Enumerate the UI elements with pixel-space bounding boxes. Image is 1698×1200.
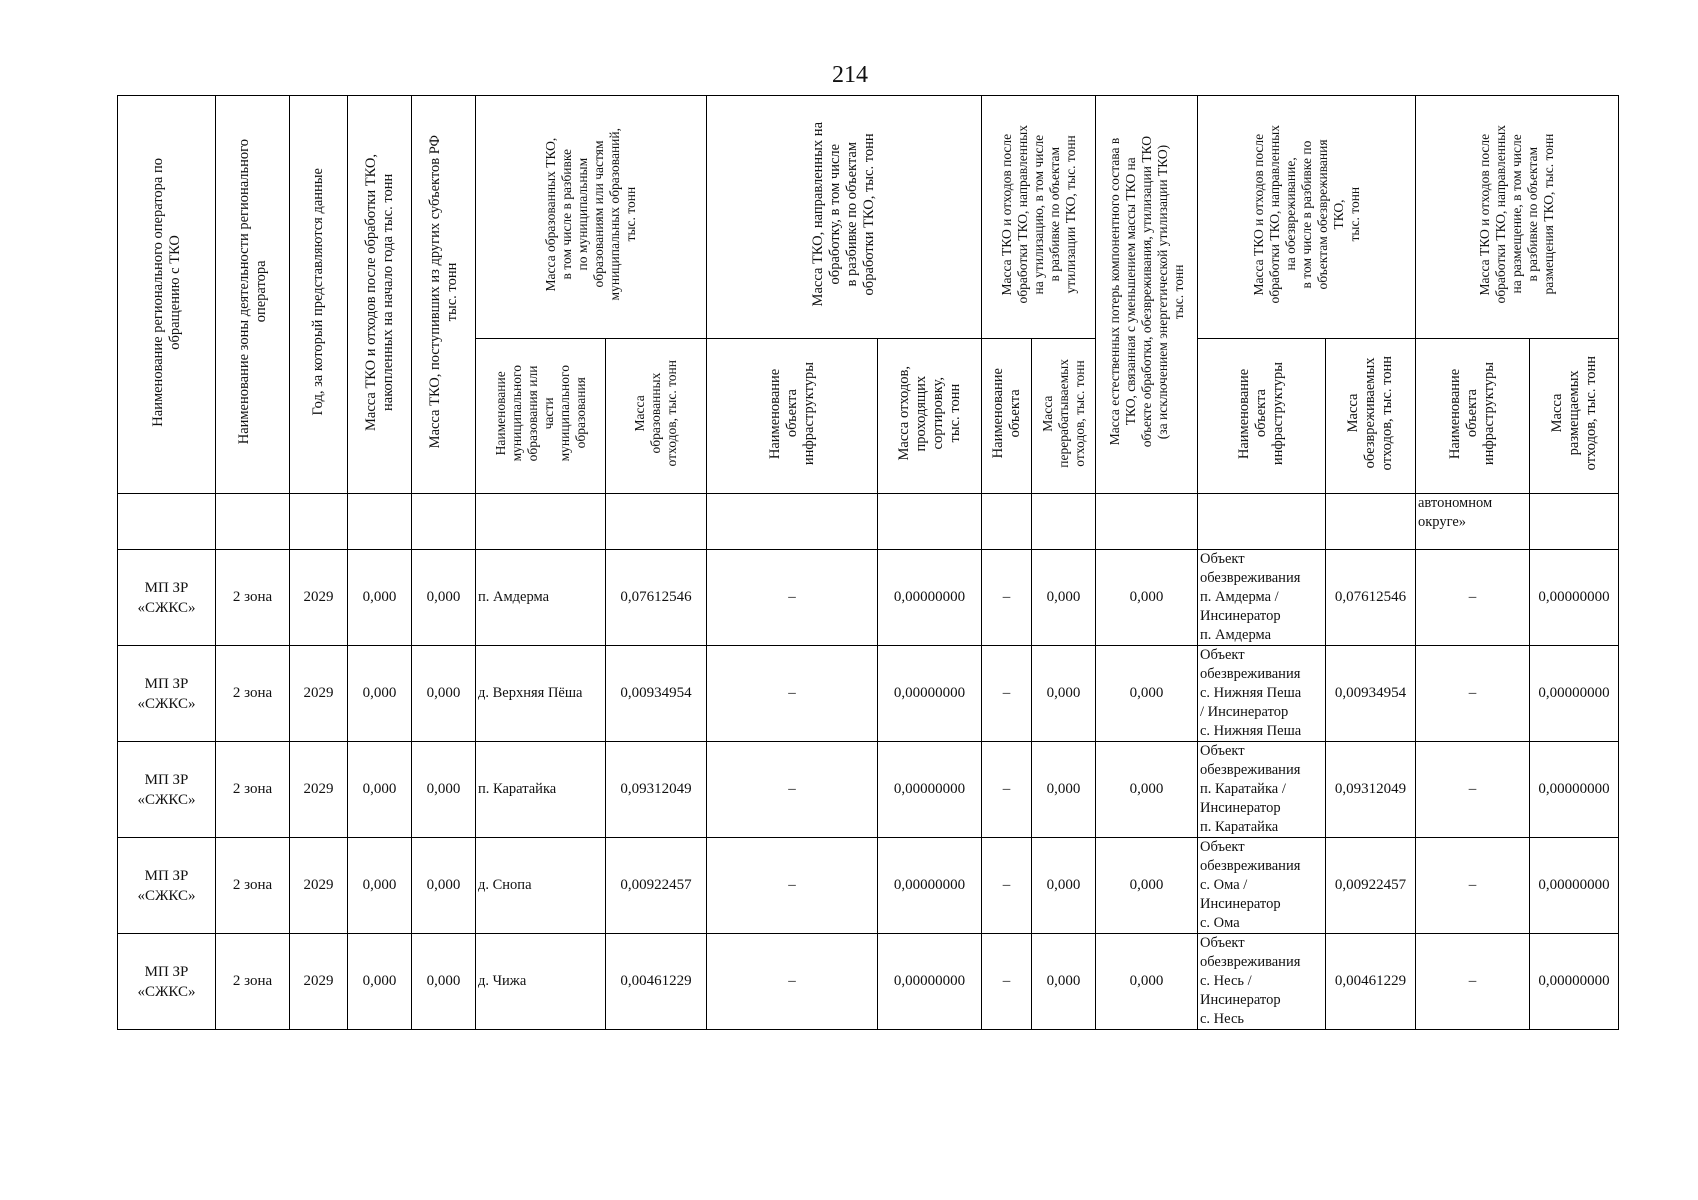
placement-mass-cell <box>1530 742 1619 838</box>
municipality-cell-text: д. Верхняя Пёша <box>478 685 583 701</box>
natural-losses-cell <box>1096 838 1198 934</box>
zone-cell <box>216 934 290 1030</box>
header-natural-losses: Масса естественных потерь компонентного состава в ТКО, связанная с уменьшением массы ТКО на объекте обработки, обезвреживания, утилизации ТКО (за исключением энергетической утилизации ТКО) тыс. тонн <box>1096 96 1198 494</box>
processing-mass-cell <box>878 646 982 742</box>
utilization-mass-cell-text: 0,000 <box>1046 877 1081 893</box>
processing-object-cell-text: – <box>788 973 796 989</box>
placement-object-cell <box>1416 550 1530 646</box>
utilization-mass-cell <box>1032 646 1096 742</box>
municipality-cell <box>476 934 606 1030</box>
placement-mass-cell-text: 0,00000000 <box>1538 781 1610 797</box>
accumulated-mass-cell <box>348 646 412 742</box>
neutralization-object-cell <box>1198 646 1326 742</box>
placement-object-cell-text: – <box>1468 877 1477 893</box>
operator-cell <box>118 550 216 646</box>
neutralization-mass-cell-text: 0,00934954 <box>1334 685 1407 701</box>
placement-object-cell <box>1416 646 1530 742</box>
subheader-neutralization-object: Наименование объекта инфраструктуры <box>1198 339 1326 494</box>
natural-losses-cell-text: 0,000 <box>1129 781 1164 797</box>
municipality-cell <box>476 742 606 838</box>
operator-cell-text: МП ЗР «СЖКС» <box>137 963 196 1000</box>
zone-cell <box>216 742 290 838</box>
operator-cell-text: МП ЗР «СЖКС» <box>137 579 196 616</box>
utilization-object-cell <box>982 934 1032 1030</box>
municipality-cell <box>476 550 606 646</box>
year-cell-text: 2029 <box>303 781 334 797</box>
natural-losses-cell-text: 0,000 <box>1129 685 1164 701</box>
utilization-mass-cell <box>1032 934 1096 1030</box>
processing-mass-cell-text: 0,00000000 <box>893 781 966 797</box>
neutralization-mass-cell <box>1326 934 1416 1030</box>
formed-mass-cell-text: 0,07612546 <box>620 589 692 605</box>
accumulated-mass-cell-text: 0,000 <box>362 877 397 893</box>
placement-object-cell-text: – <box>1468 685 1477 701</box>
neutralization-mass-cell-text: 0,00922457 <box>1334 877 1407 893</box>
subheader-formed-mass: Масса образованных отходов, тыс. тонн <box>606 339 707 494</box>
processing-object-cell-text: – <box>788 877 796 893</box>
processing-object-cell <box>707 934 878 1030</box>
header-formed-group: Масса образованных ТКО, в том числе в разбивке по муниципальным образованиям или частям муниципальных образований, тыс. тонн <box>476 96 707 339</box>
neutralization-object-cell-text: Объект обезвреживания п. Каратайка / Инсинератор п. Каратайка <box>1200 743 1301 835</box>
zone-cell-text: 2 зона <box>232 685 273 701</box>
received-mass-cell <box>412 742 476 838</box>
accumulated-mass-cell-text: 0,000 <box>362 685 397 701</box>
neutralization-object-cell-text: Объект обезвреживания с. Несь / Инсинератор с. Несь <box>1200 935 1301 1027</box>
utilization-object-cell-text: – <box>1002 877 1011 893</box>
year-cell <box>290 838 348 934</box>
received-mass-cell-text: 0,000 <box>426 685 461 701</box>
placement-object-cell-text: – <box>1468 781 1477 797</box>
utilization-object-cell <box>982 646 1032 742</box>
neutralization-mass-cell-text: 0,07612546 <box>1334 589 1407 605</box>
report-table <box>117 95 1619 1030</box>
utilization-mass-cell <box>1032 550 1096 646</box>
subheader-placement-mass: Масса размещаемых отходов, тыс. тонн <box>1530 339 1619 494</box>
utilization-object-cell <box>982 550 1032 646</box>
formed-mass-cell <box>606 646 707 742</box>
header-mass-accumulated: Масса ТКО и отходов после обработки ТКО, накопленных на начало года тыс. тонн <box>348 96 412 494</box>
neutralization-mass-cell-text: 0,00461229 <box>1334 973 1407 989</box>
accumulated-mass-cell-text: 0,000 <box>362 781 397 797</box>
table-row <box>118 550 1619 646</box>
received-mass-cell-text: 0,000 <box>426 973 461 989</box>
municipality-cell-text: п. Каратайка <box>478 781 557 797</box>
year-cell-text: 2029 <box>303 877 334 893</box>
utilization-object-cell-text: – <box>1002 781 1011 797</box>
carryover-row <box>118 494 1619 550</box>
processing-mass-cell-text: 0,00000000 <box>893 877 966 893</box>
formed-mass-cell-text: 0,09312049 <box>620 781 692 797</box>
utilization-mass-cell <box>1032 838 1096 934</box>
processing-mass-cell <box>878 550 982 646</box>
placement-mass-cell <box>1530 646 1619 742</box>
neutralization-mass-cell <box>1326 838 1416 934</box>
received-mass-cell <box>412 550 476 646</box>
table-row <box>118 646 1619 742</box>
natural-losses-cell <box>1096 646 1198 742</box>
processing-mass-cell-text: 0,00000000 <box>893 973 966 989</box>
header-utilization-group: Масса ТКО и отходов после обработки ТКО, направленных на утилизацию, в том числе в разбивке по объектам утилизации ТКО, тыс. тонн <box>982 96 1096 339</box>
processing-mass-cell-text: 0,00000000 <box>893 589 966 605</box>
header-neutralization-group: Масса ТКО и отходов после обработки ТКО, направленных на обезвреживание, в том числе в разбивке по объектам обезвреживания ТКО, тыс. тонн <box>1198 96 1416 339</box>
neutralization-object-cell-text: Объект обезвреживания с. Ома / Инсинератор с. Ома <box>1200 839 1301 931</box>
header-processing-group: Масса ТКО, направленных на обработку, в том числе в разбивке по объектам обработки ТКО, тыс. тонн <box>707 96 982 339</box>
natural-losses-cell-text: 0,000 <box>1129 973 1164 989</box>
utilization-object-cell-text: – <box>1002 685 1011 701</box>
formed-mass-cell <box>606 742 707 838</box>
accumulated-mass-cell <box>348 550 412 646</box>
placement-object-cell-text: – <box>1468 589 1477 605</box>
zone-cell <box>216 550 290 646</box>
processing-object-cell <box>707 550 878 646</box>
header-operator: Наименование регионального оператора по обращению с ТКО <box>118 96 216 494</box>
received-mass-cell <box>412 646 476 742</box>
neutralization-object-cell-text: Объект обезвреживания п. Амдерма / Инсинератор п. Амдерма <box>1200 551 1301 643</box>
year-cell <box>290 646 348 742</box>
accumulated-mass-cell <box>348 934 412 1030</box>
neutralization-object-cell <box>1198 838 1326 934</box>
placement-mass-cell <box>1530 838 1619 934</box>
table-body <box>118 550 1619 1030</box>
neutralization-mass-cell <box>1326 742 1416 838</box>
subheader-utilization-mass: Масса перерабатываемых отходов, тыс. тонн <box>1032 339 1096 494</box>
zone-cell-text: 2 зона <box>232 877 273 893</box>
operator-cell <box>118 646 216 742</box>
municipality-cell <box>476 646 606 742</box>
natural-losses-cell <box>1096 742 1198 838</box>
subheader-municipality: Наименование муниципального образования или части муниципального образования <box>476 339 606 494</box>
zone-cell-text: 2 зона <box>232 781 273 797</box>
natural-losses-cell-text: 0,000 <box>1129 877 1164 893</box>
placement-mass-cell-text: 0,00000000 <box>1538 685 1610 701</box>
utilization-object-cell-text: – <box>1002 589 1011 605</box>
year-cell <box>290 934 348 1030</box>
processing-mass-cell <box>878 934 982 1030</box>
operator-cell <box>118 742 216 838</box>
zone-cell-text: 2 зона <box>232 973 273 989</box>
neutralization-object-cell <box>1198 550 1326 646</box>
utilization-object-cell <box>982 838 1032 934</box>
operator-cell <box>118 838 216 934</box>
table-row <box>118 838 1619 934</box>
zone-cell-text: 2 зона <box>232 589 273 605</box>
operator-cell <box>118 934 216 1030</box>
header-mass-received: Масса ТКО, поступивших из других субъектов РФ тыс. тонн <box>412 96 476 494</box>
placement-mass-cell-text: 0,00000000 <box>1538 589 1610 605</box>
header-zone: Наименование зоны деятельности регионального оператора <box>216 96 290 494</box>
header-year: Год, за который представляются данные <box>290 96 348 494</box>
formed-mass-cell <box>606 838 707 934</box>
formed-mass-cell-text: 0,00461229 <box>620 973 692 989</box>
received-mass-cell <box>412 934 476 1030</box>
accumulated-mass-cell <box>348 742 412 838</box>
processing-object-cell-text: – <box>788 685 796 701</box>
received-mass-cell-text: 0,000 <box>426 781 461 797</box>
formed-mass-cell <box>606 550 707 646</box>
utilization-mass-cell-text: 0,000 <box>1046 973 1081 989</box>
processing-object-cell <box>707 646 878 742</box>
subheader-utilization-object: Наименование объекта <box>982 339 1032 494</box>
year-cell-text: 2029 <box>303 973 334 989</box>
processing-mass-cell-text: 0,00000000 <box>893 685 966 701</box>
processing-mass-cell <box>878 838 982 934</box>
neutralization-mass-cell-text: 0,09312049 <box>1334 781 1407 797</box>
placement-mass-cell-text: 0,00000000 <box>1538 877 1610 893</box>
neutralization-object-cell <box>1198 934 1326 1030</box>
natural-losses-cell <box>1096 934 1198 1030</box>
operator-cell-text: МП ЗР «СЖКС» <box>137 675 196 712</box>
received-mass-cell-text: 0,000 <box>426 877 461 893</box>
formed-mass-cell <box>606 934 707 1030</box>
municipality-cell-text: п. Амдерма <box>478 589 550 605</box>
natural-losses-cell <box>1096 550 1198 646</box>
neutralization-mass-cell <box>1326 550 1416 646</box>
table-row <box>118 742 1619 838</box>
accumulated-mass-cell-text: 0,000 <box>362 973 397 989</box>
processing-object-cell <box>707 838 878 934</box>
utilization-object-cell <box>982 742 1032 838</box>
utilization-mass-cell <box>1032 742 1096 838</box>
neutralization-object-cell <box>1198 742 1326 838</box>
neutralization-mass-cell <box>1326 646 1416 742</box>
municipality-cell-text: д. Чижа <box>478 973 527 989</box>
placement-mass-cell-text: 0,00000000 <box>1538 973 1610 989</box>
placement-object-cell-text: – <box>1468 973 1477 989</box>
municipality-cell <box>476 838 606 934</box>
subheader-processing-object: Наименование объекта инфраструктуры <box>707 339 878 494</box>
utilization-mass-cell-text: 0,000 <box>1046 781 1081 797</box>
accumulated-mass-cell <box>348 838 412 934</box>
placement-object-cell <box>1416 742 1530 838</box>
operator-cell-text: МП ЗР «СЖКС» <box>137 771 196 808</box>
operator-cell-text: МП ЗР «СЖКС» <box>137 867 196 904</box>
received-mass-cell <box>412 838 476 934</box>
received-mass-cell-text: 0,000 <box>426 589 461 605</box>
utilization-mass-cell-text: 0,000 <box>1046 685 1081 701</box>
processing-object-cell-text: – <box>788 589 796 605</box>
subheader-neutralization-mass: Масса обезвреживаемых отходов, тыс. тонн <box>1326 339 1416 494</box>
placement-mass-cell <box>1530 934 1619 1030</box>
processing-object-cell-text: – <box>788 781 796 797</box>
neutralization-object-cell-text: Объект обезвреживания с. Нижняя Пеша / Инсинератор с. Нижняя Пеша <box>1200 647 1302 739</box>
year-cell <box>290 550 348 646</box>
page-number: 214 <box>832 62 868 88</box>
header-placement-group: Масса ТКО и отходов после обработки ТКО, направленных на размещение, в том числе в разбивке по объектам размещения ТКО, тыс. тонн <box>1416 96 1619 339</box>
processing-mass-cell <box>878 742 982 838</box>
placement-mass-cell <box>1530 550 1619 646</box>
zone-cell <box>216 838 290 934</box>
placement-object-cell <box>1416 838 1530 934</box>
municipality-cell-text: д. Снопа <box>478 877 532 893</box>
formed-mass-cell-text: 0,00934954 <box>620 685 692 701</box>
natural-losses-cell-text: 0,000 <box>1129 589 1164 605</box>
subheader-processing-mass: Масса отходов, проходящих сортировку, тыс. тонн <box>878 339 982 494</box>
header-row-top <box>118 96 1619 339</box>
processing-object-cell <box>707 742 878 838</box>
subheader-placement-object: Наименование объекта инфраструктуры <box>1416 339 1530 494</box>
utilization-mass-cell-text: 0,000 <box>1046 589 1081 605</box>
utilization-object-cell-text: – <box>1002 973 1011 989</box>
formed-mass-cell-text: 0,00922457 <box>620 877 692 893</box>
placement-object-cell <box>1416 934 1530 1030</box>
carryover-cell: автономном округе» <box>1416 494 1530 550</box>
year-cell <box>290 742 348 838</box>
zone-cell <box>216 646 290 742</box>
table-row <box>118 934 1619 1030</box>
year-cell-text: 2029 <box>303 589 334 605</box>
accumulated-mass-cell-text: 0,000 <box>362 589 397 605</box>
year-cell-text: 2029 <box>303 685 334 701</box>
